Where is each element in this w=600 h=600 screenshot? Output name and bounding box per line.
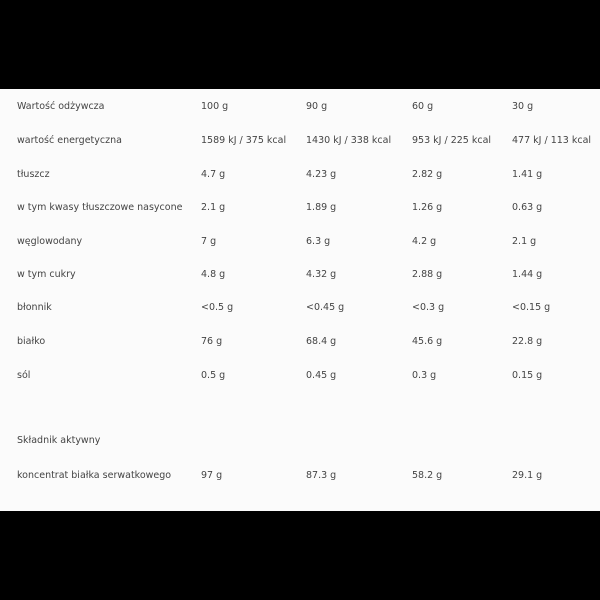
nutrition-panel	[0, 89, 600, 511]
row-value: 45.6 g	[412, 336, 443, 347]
header-col-100g: 100 g	[201, 101, 229, 112]
row-value: 76 g	[201, 336, 223, 347]
row-label: węglowodany	[17, 236, 83, 247]
row-value: 22.8 g	[512, 336, 543, 347]
table-row	[0, 466, 600, 486]
row-value: 4.7 g	[201, 169, 226, 180]
row-label: tłuszcz	[17, 169, 50, 180]
row-value: 1430 kJ / 338 kcal	[306, 135, 392, 146]
header-nutrient: Wartość odżywcza	[17, 101, 105, 112]
header-col-90g: 90 g	[306, 101, 328, 112]
table-row	[0, 131, 600, 151]
section-title: Składnik aktywny	[17, 435, 101, 446]
row-value: 0.45 g	[306, 370, 337, 381]
row-value: 953 kJ / 225 kcal	[412, 135, 492, 146]
row-value: 58.2 g	[412, 470, 443, 481]
header-col-60g: 60 g	[412, 101, 434, 112]
row-value: 0.3 g	[412, 370, 437, 381]
row-value: 87.3 g	[306, 470, 337, 481]
row-value: <0.45 g	[306, 302, 345, 313]
row-value: <0.15 g	[512, 302, 551, 313]
row-value: 1.26 g	[412, 202, 443, 213]
row-value: 4.32 g	[306, 269, 337, 280]
table-row	[0, 232, 600, 252]
row-value: 4.8 g	[201, 269, 226, 280]
row-value: 1.44 g	[512, 269, 543, 280]
section-title-row	[0, 431, 600, 451]
row-value: 1.41 g	[512, 169, 543, 180]
row-value: 0.63 g	[512, 202, 543, 213]
row-label: w tym kwasy tłuszczowe nasycone	[17, 202, 183, 213]
row-value: 0.5 g	[201, 370, 226, 381]
row-value: 2.88 g	[412, 269, 443, 280]
row-value: 2.1 g	[512, 236, 537, 247]
row-value: 1.89 g	[306, 202, 337, 213]
table-row	[0, 198, 600, 218]
header-col-30g: 30 g	[512, 101, 534, 112]
row-label: koncentrat białka serwatkowego	[17, 470, 172, 481]
row-label: białko	[17, 336, 46, 347]
row-value: 2.1 g	[201, 202, 226, 213]
row-value: 477 kJ / 113 kcal	[512, 135, 592, 146]
table-row	[0, 165, 600, 185]
row-value: 29.1 g	[512, 470, 543, 481]
row-label: sól	[17, 370, 31, 381]
table-row	[0, 298, 600, 318]
row-value: 6.3 g	[306, 236, 331, 247]
row-value: 4.23 g	[306, 169, 337, 180]
row-value: <0.5 g	[201, 302, 234, 313]
row-value: 97 g	[201, 470, 223, 481]
row-value: <0.3 g	[412, 302, 445, 313]
row-label: wartość energetyczna	[17, 135, 122, 146]
table-row	[0, 265, 600, 285]
row-value: 1589 kJ / 375 kcal	[201, 135, 287, 146]
row-value: 2.82 g	[412, 169, 443, 180]
table-row	[0, 366, 600, 386]
row-label: w tym cukry	[17, 269, 76, 280]
row-value: 68.4 g	[306, 336, 337, 347]
row-value: 0.15 g	[512, 370, 543, 381]
row-value: 7 g	[201, 236, 217, 247]
table-row	[0, 332, 600, 352]
row-label: błonnik	[17, 302, 52, 313]
row-value: 4.2 g	[412, 236, 437, 247]
table-header-row	[0, 97, 600, 117]
